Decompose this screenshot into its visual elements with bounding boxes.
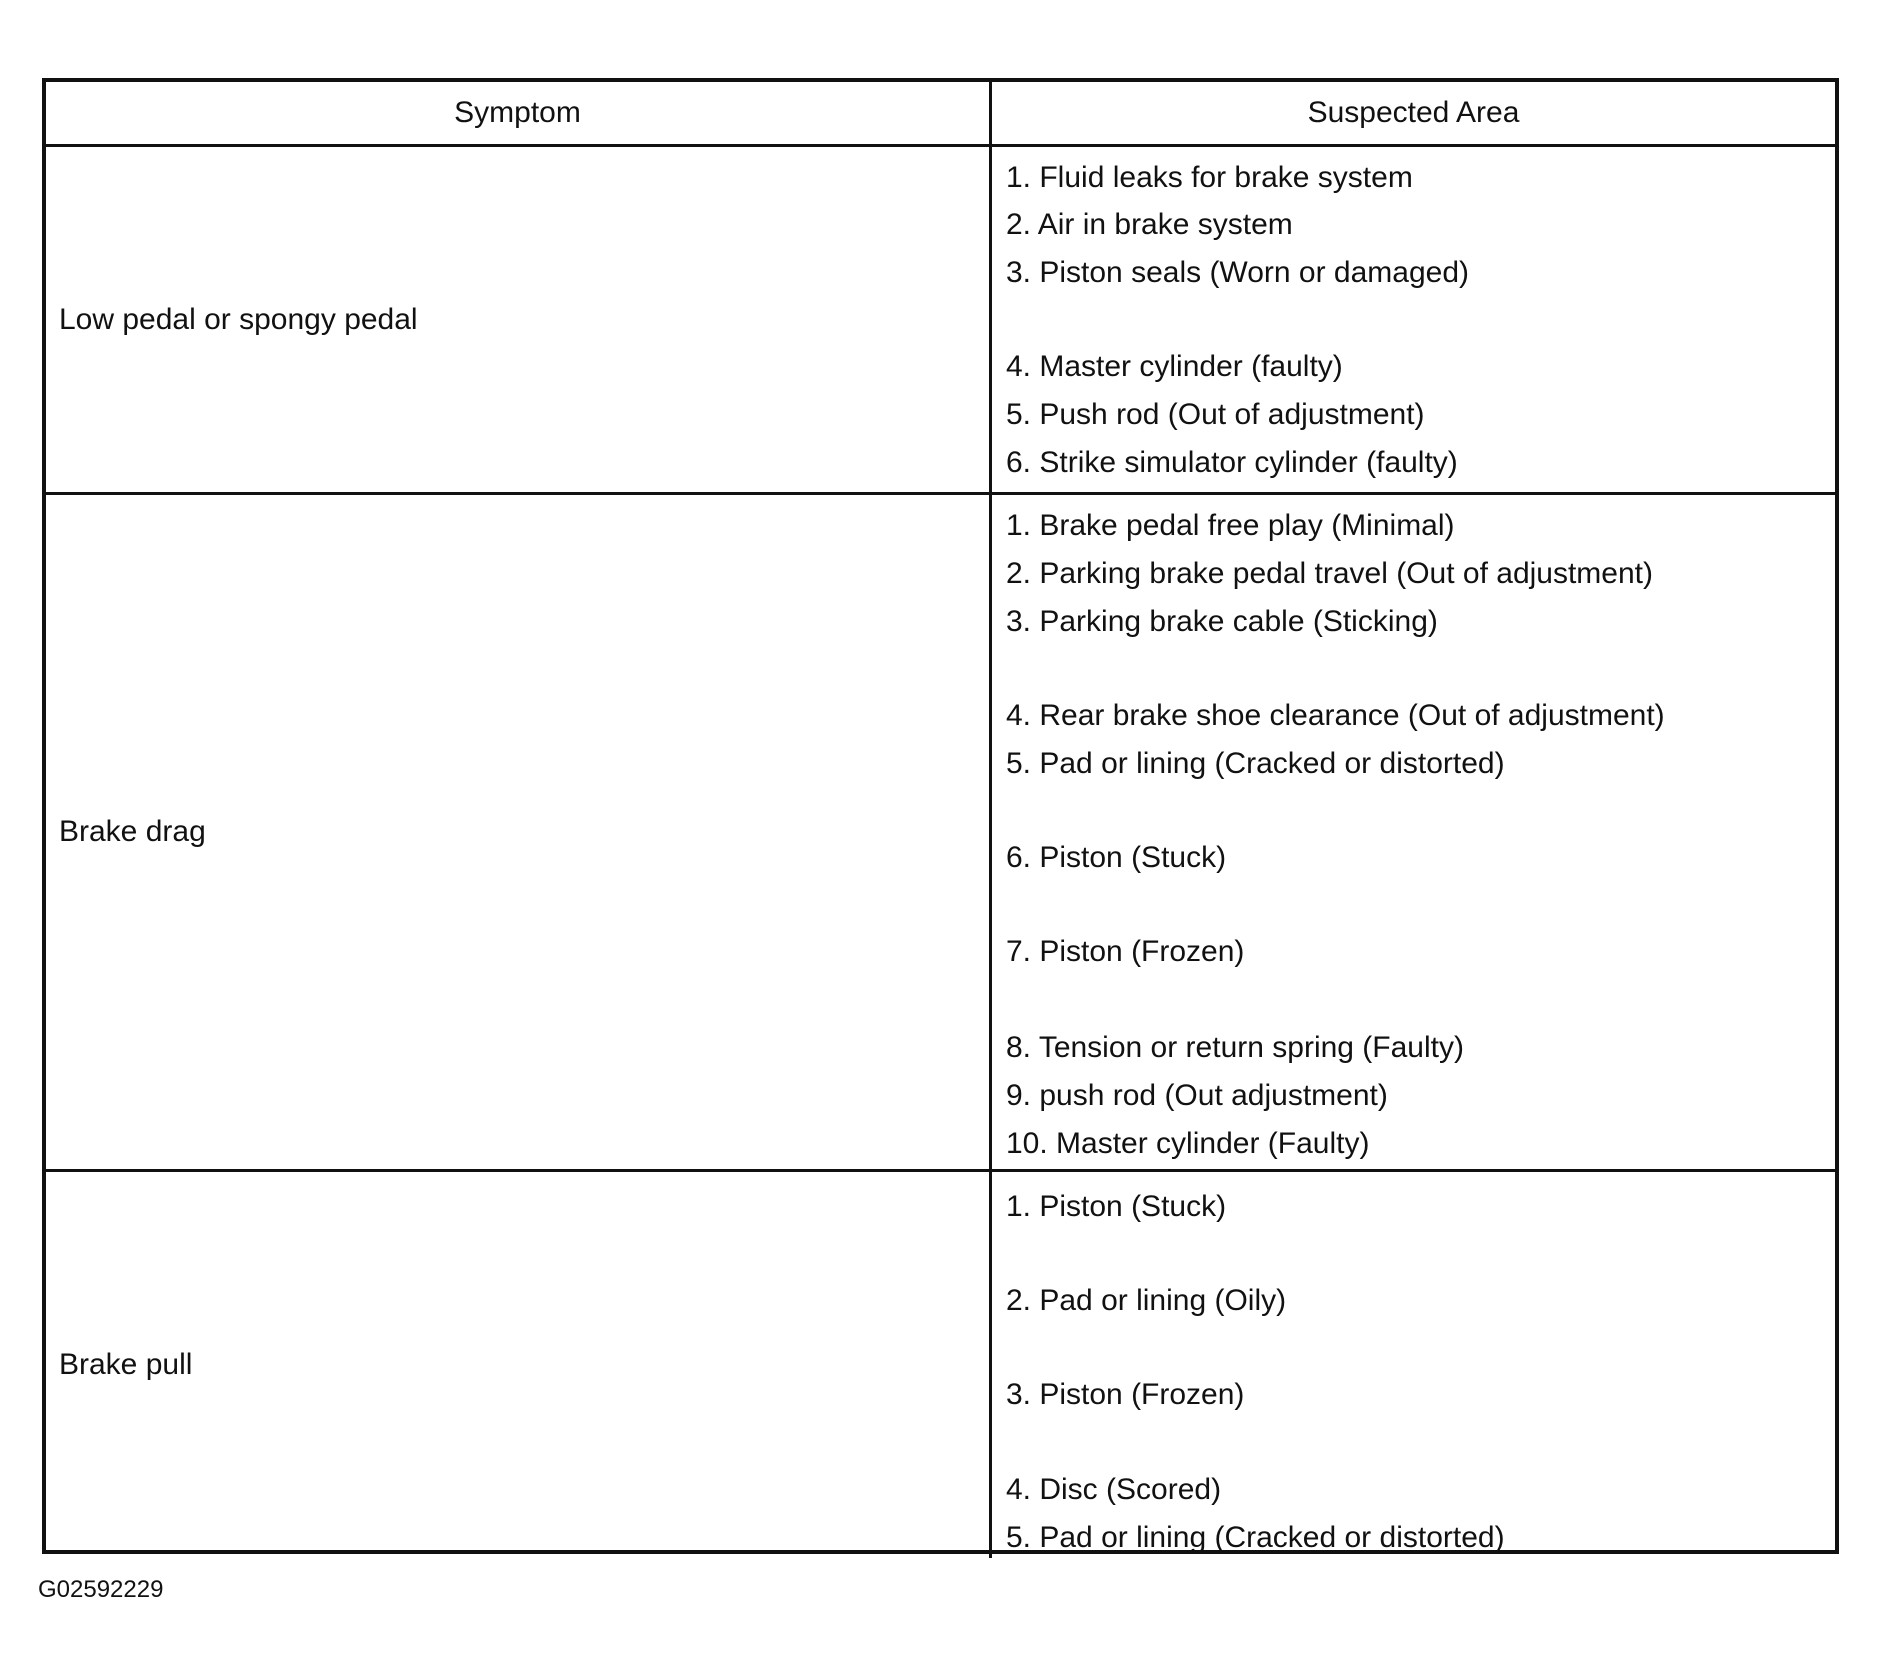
symptom-cell-2 bbox=[46, 492, 989, 1169]
area-item: 5. Pad or lining (Cracked or distorted) bbox=[1006, 747, 1505, 780]
areas-cell-1 bbox=[989, 144, 1835, 492]
header-suspected-area bbox=[989, 82, 1835, 144]
area-item: 3. Piston seals (Worn or damaged) bbox=[1006, 256, 1469, 289]
area-item: 9. push rod (Out adjustment) bbox=[1006, 1079, 1388, 1112]
symptom-cell-3 bbox=[46, 1169, 989, 1558]
area-item: 3. Parking brake cable (Sticking) bbox=[1006, 605, 1438, 638]
area-item: 6. Piston (Stuck) bbox=[1006, 841, 1227, 874]
area-item: 5. Pad or lining (Cracked or distorted) bbox=[1006, 1521, 1505, 1554]
area-item: 1. Brake pedal free play (Minimal) bbox=[1006, 509, 1455, 542]
diagnosis-table bbox=[42, 78, 1839, 1554]
header-symptom bbox=[46, 82, 989, 144]
area-item: 2. Parking brake pedal travel (Out of adjustment) bbox=[1006, 557, 1653, 590]
area-item: 3. Piston (Frozen) bbox=[1006, 1378, 1245, 1411]
header-area-label: Suspected Area bbox=[1307, 96, 1520, 129]
areas-cell-2 bbox=[989, 492, 1835, 1169]
area-item: 6. Strike simulator cylinder (faulty) bbox=[1006, 446, 1458, 479]
area-item: 7. Piston (Frozen) bbox=[1006, 935, 1245, 968]
area-item: 1. Piston (Stuck) bbox=[1006, 1190, 1227, 1223]
area-item: 10. Master cylinder (Faulty) bbox=[1006, 1127, 1370, 1160]
header-symptom-label: Symptom bbox=[454, 96, 581, 129]
symptom-cell-1 bbox=[46, 144, 989, 492]
symptom-label: Brake drag bbox=[59, 815, 206, 848]
area-item: 8. Tension or return spring (Faulty) bbox=[1006, 1031, 1464, 1064]
area-item: 5. Push rod (Out of adjustment) bbox=[1006, 398, 1425, 431]
figure-id: G02592229 bbox=[38, 1576, 164, 1603]
areas-cell-3 bbox=[989, 1169, 1835, 1558]
area-item: 4. Rear brake shoe clearance (Out of adjustment) bbox=[1006, 699, 1665, 732]
symptom-label: Brake pull bbox=[59, 1348, 193, 1381]
area-item: 2. Pad or lining (Oily) bbox=[1006, 1284, 1287, 1317]
area-item: 4. Master cylinder (faulty) bbox=[1006, 350, 1343, 383]
area-item: 2. Air in brake system bbox=[1006, 208, 1293, 241]
symptom-label: Low pedal or spongy pedal bbox=[59, 302, 418, 336]
area-item: 1. Fluid leaks for brake system bbox=[1006, 161, 1413, 194]
area-item: 4. Disc (Scored) bbox=[1006, 1473, 1222, 1506]
